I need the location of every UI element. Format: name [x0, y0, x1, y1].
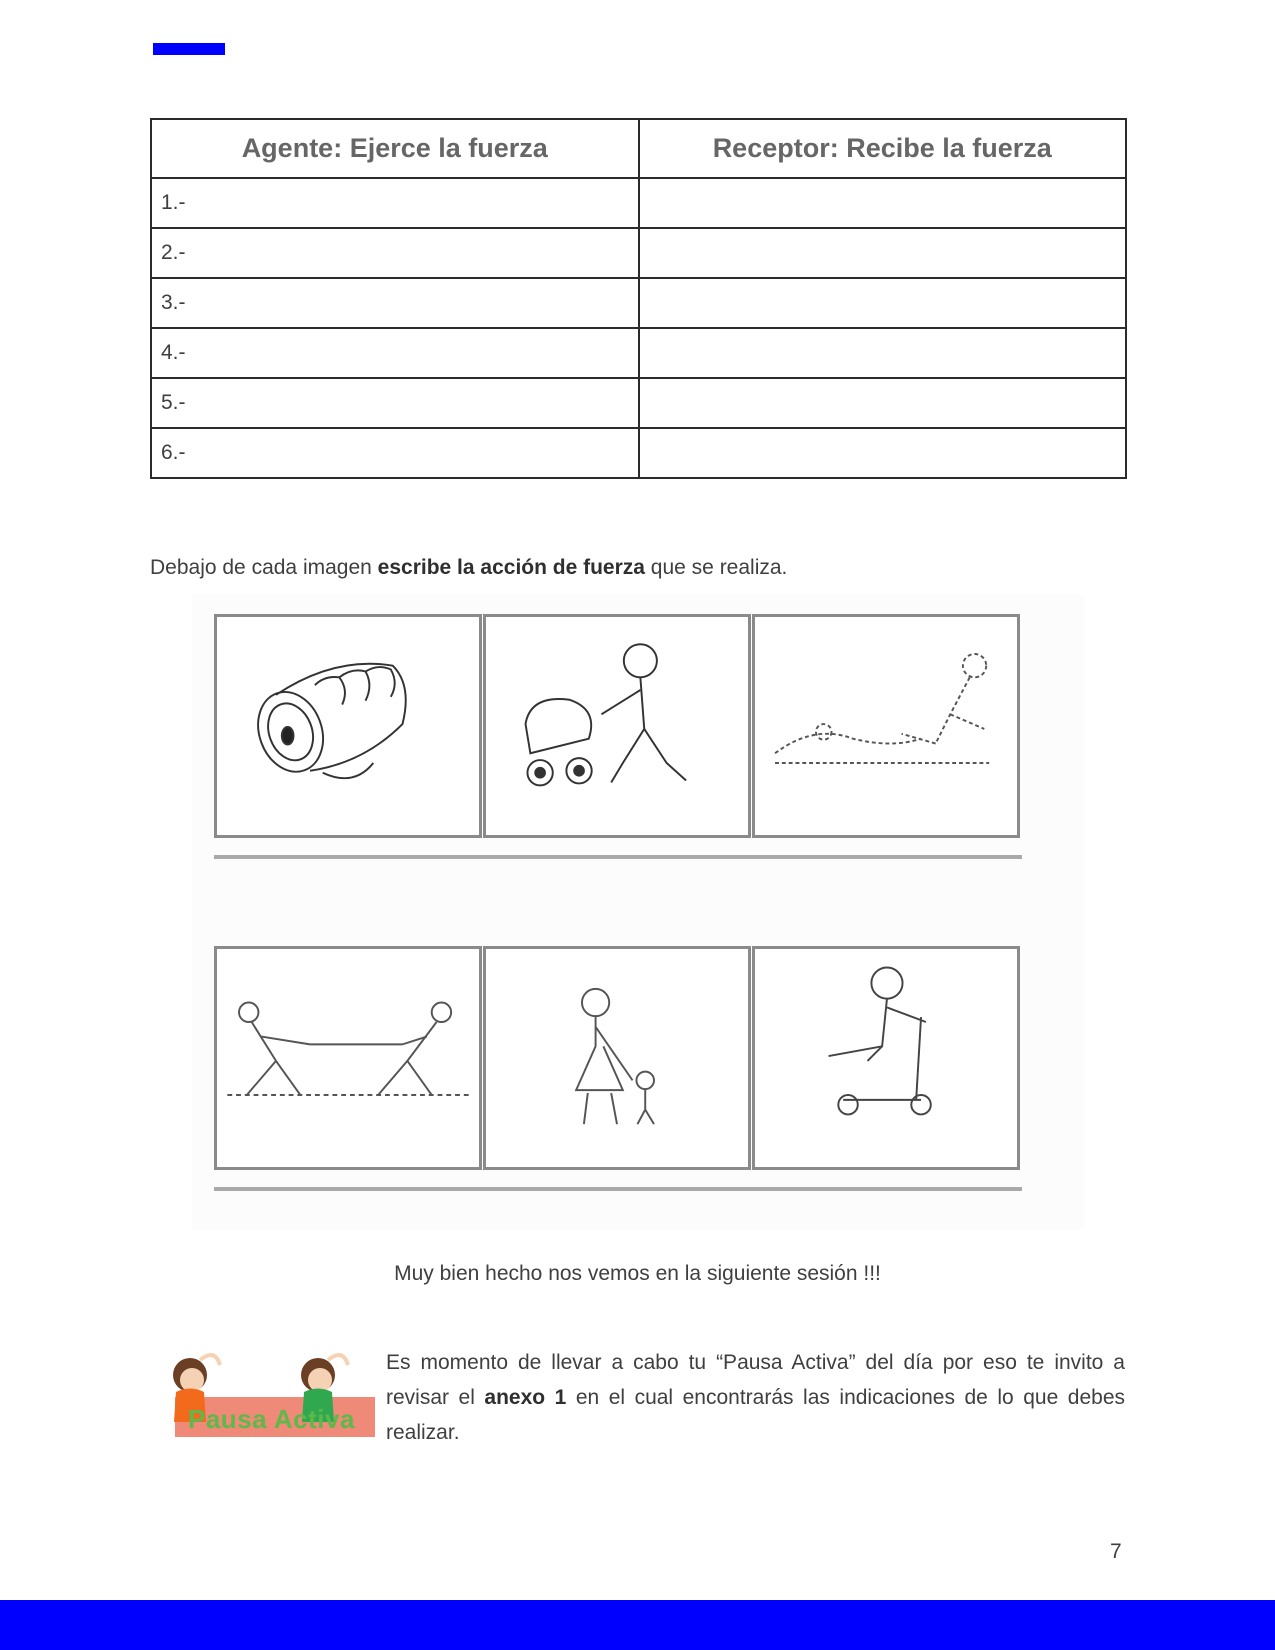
answer-cell[interactable]: [639, 328, 1127, 378]
tug-of-war-icon: [214, 946, 482, 1170]
pausa-text-2: en el cual encontrarás las indicaciones de lo que debes realizar.: [386, 1386, 1126, 1444]
answer-line[interactable]: [752, 1187, 1022, 1191]
row-number: 1.-: [151, 178, 639, 228]
header-accent-bar: [153, 43, 225, 55]
force-table: [150, 118, 1127, 479]
pausa-activa-logo: [160, 1340, 380, 1440]
answer-cell[interactable]: [639, 378, 1127, 428]
answer-line[interactable]: [752, 855, 1022, 859]
table-row: [151, 378, 1126, 428]
answer-line[interactable]: [214, 1187, 484, 1191]
answer-line[interactable]: [214, 855, 484, 859]
mother-walking-child-icon: [483, 946, 751, 1170]
table-row: [151, 328, 1126, 378]
table-row: [151, 278, 1126, 328]
person-kicking-ball-icon: [752, 614, 1020, 838]
instruction-text: [150, 556, 787, 580]
footer-accent-bar: [0, 1600, 1275, 1650]
pausa-text-1: Es momento de llevar a cabo tu “Pausa Activa” del día por eso te invito a revisar el: [386, 1351, 1125, 1409]
row-number: 2.-: [151, 228, 639, 278]
row-number: 4.-: [151, 328, 639, 378]
answer-line[interactable]: [483, 855, 753, 859]
instruction-after: que se realiza.: [644, 556, 788, 579]
table-row: [151, 228, 1126, 278]
row-number: 6.-: [151, 428, 639, 478]
table-header-row: [151, 119, 1126, 178]
header-agente: Agente: Ejerce la fuerza: [151, 119, 639, 178]
anexo-link: anexo 1: [484, 1386, 567, 1409]
answer-cell[interactable]: [639, 428, 1127, 478]
answer-line[interactable]: [483, 1187, 753, 1191]
child-on-scooter-icon: [752, 946, 1020, 1170]
person-pushing-stroller-icon: [483, 614, 751, 838]
answer-cell[interactable]: [639, 228, 1127, 278]
row-number: 3.-: [151, 278, 639, 328]
instruction-bold: escribe la acción de fuerza: [377, 556, 645, 579]
table-row: [151, 178, 1126, 228]
instruction-before: Debajo de cada imagen: [150, 556, 378, 579]
pausa-activa-logo-text: Pausa Activa: [188, 1404, 355, 1434]
hand-crushing-can-icon: [214, 614, 482, 838]
answer-cell[interactable]: [639, 278, 1127, 328]
table-row: [151, 428, 1126, 478]
image-panel: [192, 594, 1084, 1230]
row-number: 5.-: [151, 378, 639, 428]
closing-message: Muy bien hecho nos vemos en la siguiente sesión !!!: [394, 1262, 881, 1285]
page-number: 7: [1110, 1540, 1122, 1563]
header-receptor: Receptor: Recibe la fuerza: [639, 119, 1127, 178]
answer-cell[interactable]: [639, 178, 1127, 228]
pausa-activa-text: [386, 1345, 1125, 1450]
